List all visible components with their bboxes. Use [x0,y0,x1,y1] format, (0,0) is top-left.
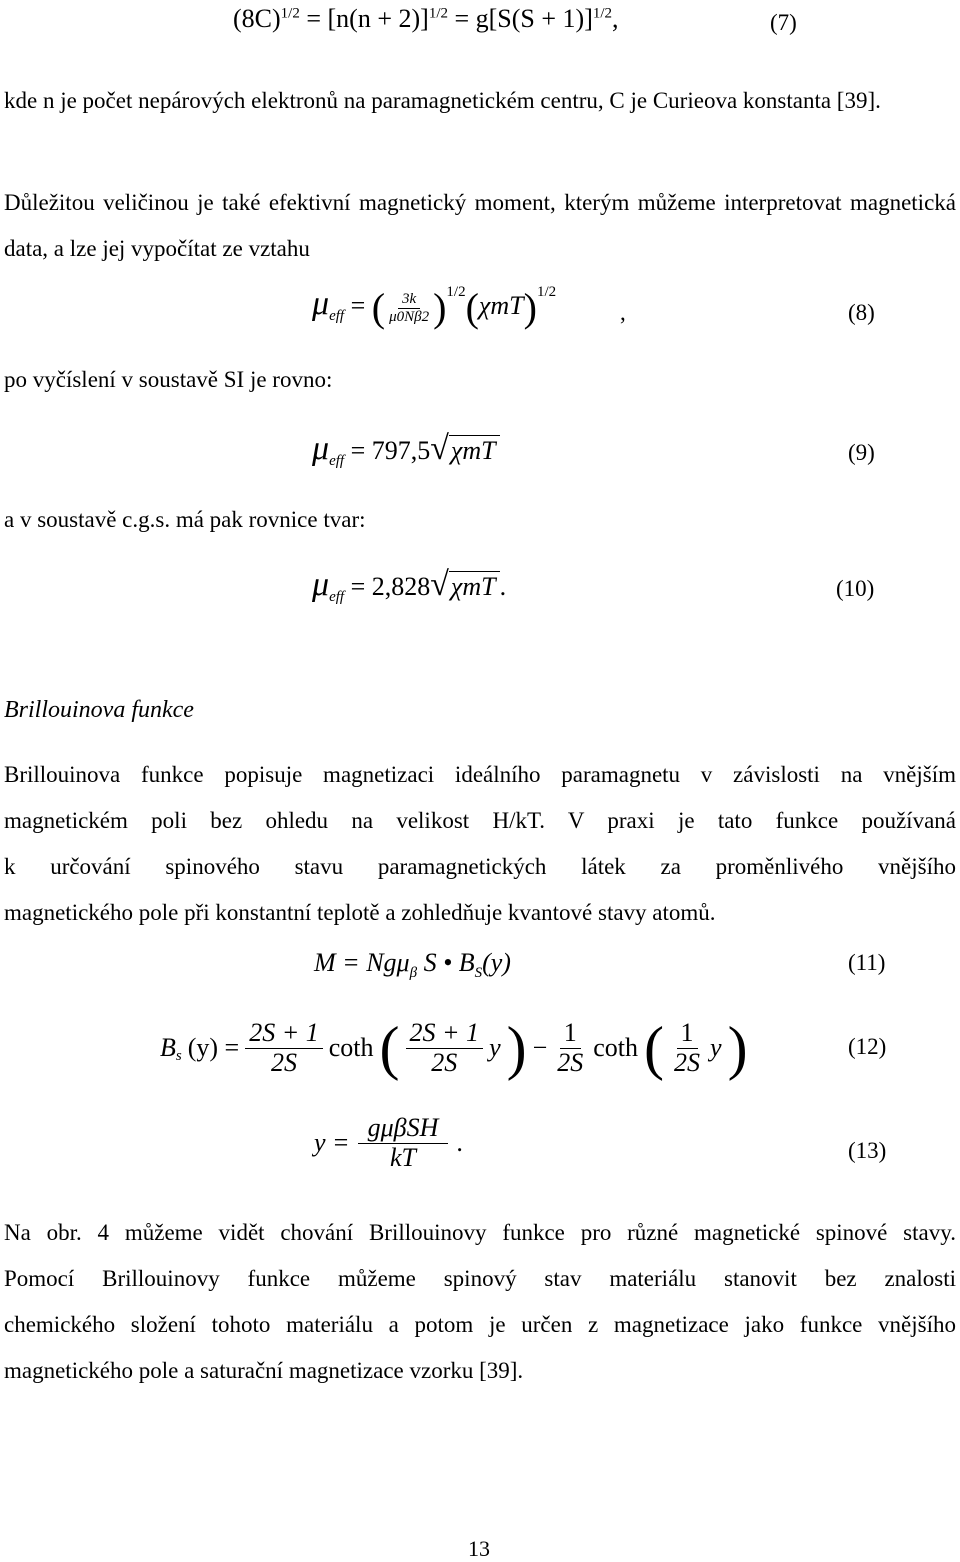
eq12-lparen-1: ( [379,1015,400,1081]
equation-7 [233,4,619,34]
p5-line-2: magnetickém poli bez ohledu na velikost H/kT. V praxi je tato funkce používaná [4,808,956,833]
paragraph-5 [4,752,956,936]
eq8-exp2: 1/2 [536,284,557,300]
eq8-chi: χmT [478,291,524,320]
p6-line-2: Pomocí Brillouinovy funkce můžeme spinový stav materiálu stanovit bez znalosti [4,1266,956,1291]
eq12-coth-2: coth [593,1033,639,1062]
page-number: 13 [468,1536,490,1561]
eq9-sub: eff [329,453,345,470]
eq7-mid: = [n(n + 2)] [306,4,429,33]
paragraph-3: po vyčíslení v soustavě SI je rovno: [4,367,333,392]
eq12-y-2: y [710,1033,722,1062]
eq12-sub: s [175,1047,182,1064]
eq10-sub: eff [329,589,345,606]
eq10-radicand: χmT [449,571,500,602]
eq12-f3-num: 1 [560,1019,581,1049]
eq13-lhs: y = [314,1128,350,1158]
eq10-rhs: = 2,828 [350,572,431,601]
eq13-num: gμβSH [358,1114,449,1144]
eq12-frac-2 [406,1019,484,1077]
eq8-rparen: ) [433,285,447,331]
eq7-exp3: 1/2 [592,5,613,22]
eq13-dot: . [456,1128,463,1158]
eq8-fraction [385,291,433,325]
eq11-sub1: β [409,965,418,982]
eq12-rparen-1: ) [506,1015,527,1081]
equation-13 [314,1114,463,1172]
eq12-lhs: B [160,1033,176,1062]
eq8-sub: eff [329,308,345,325]
eq12-arg: (y) = [187,1033,240,1062]
eq8-frac-den: μ0Nβ2 [389,308,430,325]
eq12-f1-den: 2S [270,1047,297,1077]
p6-line-3: chemického složení tohoto materiálu a potom je určen z magnetizace jako funkce vnějšího [4,1312,956,1337]
eq11-end: (y) [482,948,511,977]
eq12-coth-1: coth [328,1033,374,1062]
equation-10 [312,566,506,606]
eq7-exp1: 1/2 [280,5,300,22]
equation-7-number: (7) [770,10,797,35]
eq9-rhs: = 797,5 [350,436,431,465]
eq12-f2-den: 2S [431,1047,458,1077]
paragraph-1: kde n je počet nepárových elektronů na paramagnetickém centru, C je Curieova konstanta [39]. [4,88,881,113]
eq9-mu: μ [312,430,330,467]
eq12-f4-den: 2S [674,1047,701,1077]
eq10-radical-sign: √ [430,566,449,603]
paragraph-2: Důležitou veličinou je také efektivní magnetický moment, kterým můžeme interpretovat magnetická data, a lze jej vypočítat ze vztahu [4,190,956,261]
eq8-exp1: 1/2 [446,284,466,300]
paragraph-6 [4,1210,956,1394]
eq9-radicand: χmT [449,435,500,466]
eq12-f4-num: 1 [677,1019,698,1049]
p6-line-1: Na obr. 4 můžeme vidět chování Brillouinovy funkce pro různé magnetické spinové stavy. [4,1220,956,1245]
p6-line-4: magnetického pole a saturační magnetizace vzorku [39]. [4,1358,524,1383]
eq12-lparen-2: ( [644,1015,665,1081]
eq12-frac-1 [245,1019,323,1077]
eq11-sub2: S [474,965,483,982]
eq10-dot: . [499,572,507,601]
equation-12-number: (12) [848,1034,887,1059]
eq12-y-1: y [489,1033,501,1062]
equation-8-number: (8) [848,300,875,325]
equation-8-comma: , [620,300,626,325]
eq12-f3-den: 2S [557,1047,584,1077]
eq13-den: kT [389,1142,416,1172]
eq12-minus: − [532,1033,548,1062]
eq7-rhs: = g[S(S + 1)] [454,4,593,33]
eq10-mu: μ [312,566,330,603]
eq12-f2-num: 2S + 1 [406,1019,484,1049]
equation-9-number: (9) [848,440,875,465]
eq12-frac-3 [553,1019,587,1077]
equation-8 [312,284,557,331]
eq7-comma: , [612,4,619,33]
eq8-equals: = [350,291,366,320]
eq8-lparen: ( [371,285,386,331]
eq8-rparen2: ) [523,285,537,331]
equation-11 [314,948,511,982]
p5-line-4: magnetického pole při konstantní teplotě a zohledňuje kvantové stavy atomů. [4,900,716,925]
equation-12 [160,1015,748,1081]
section-heading: Brillouinova funkce [4,697,194,723]
p5-line-1: Brillouinova funkce popisuje magnetizaci ideálního paramagnetu v závislosti na vnějším [4,762,956,787]
eq12-frac-4 [670,1019,704,1077]
eq9-radical-sign: √ [430,430,449,467]
eq7-lhs: (8C) [233,4,281,33]
eq8-mu: μ [312,285,330,322]
eq13-fraction [358,1114,449,1172]
eq11-mid: S • B [423,948,475,977]
paragraph-4: a v soustavě c.g.s. má pak rovnice tvar: [4,507,366,532]
eq12-rparen-2: ) [727,1015,748,1081]
equation-11-number: (11) [848,950,886,975]
p5-line-3: k určování spinového stavu paramagnetických látek za proměnlivého vnějšího [4,854,956,879]
eq12-f1-num: 2S + 1 [245,1019,323,1049]
eq7-exp2: 1/2 [428,5,448,22]
eq11-text: M = Ngμ [314,948,410,977]
eq8-frac-num: 3k [398,291,420,309]
eq8-lparen2: ( [465,285,479,331]
equation-10-number: (10) [836,576,875,601]
equation-9 [312,430,500,470]
equation-13-number: (13) [848,1138,887,1163]
